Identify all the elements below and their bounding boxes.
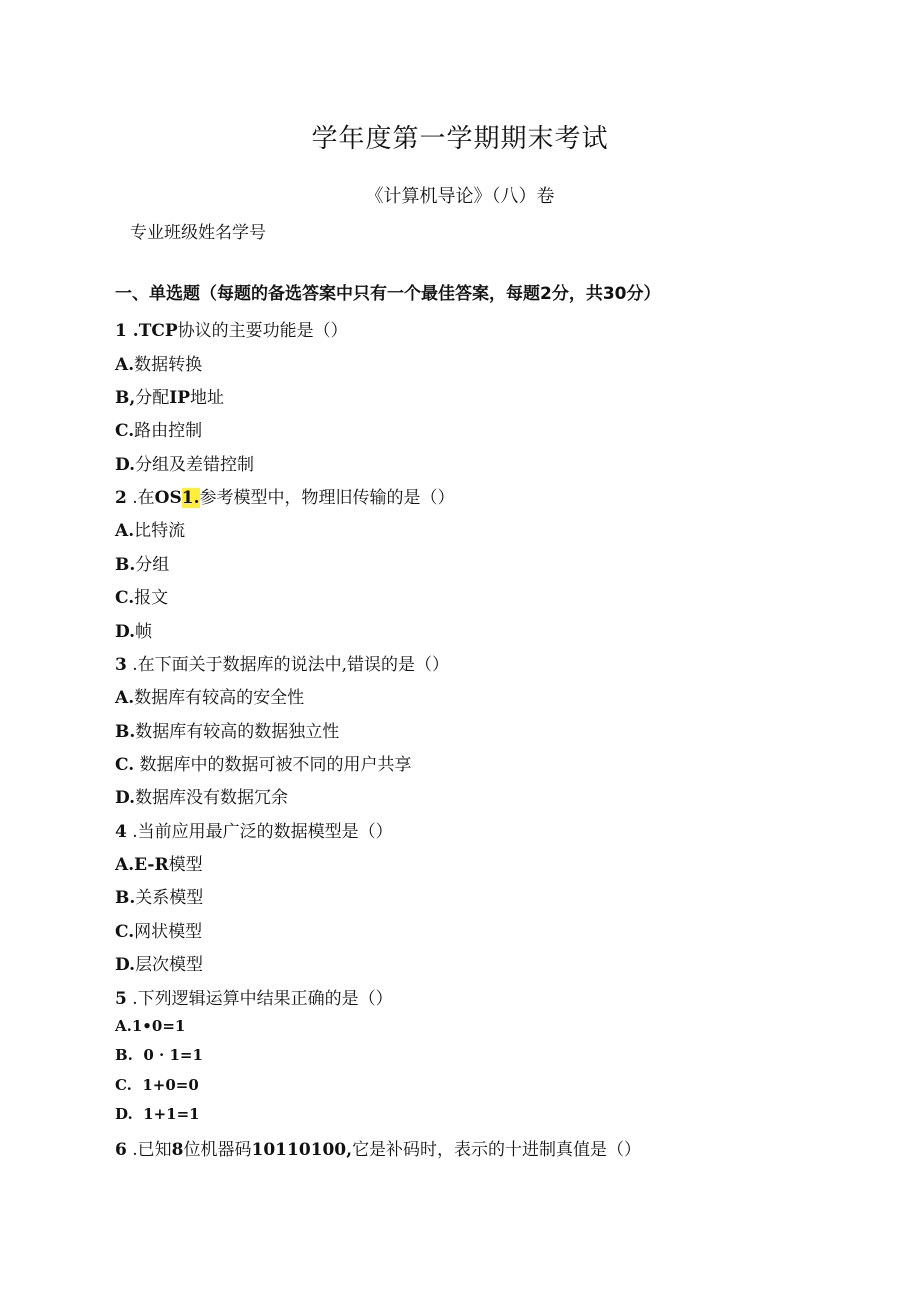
question-6 xyxy=(115,1135,641,1160)
option-5b xyxy=(115,1046,203,1064)
option-text: 数据库有较高的数据独立性 xyxy=(135,722,340,742)
option-letter: C. xyxy=(115,1076,132,1094)
option-text: 层次模型 xyxy=(135,955,204,975)
option-text: 地址 xyxy=(190,388,225,408)
option-text: 1+0=0 xyxy=(131,1076,199,1094)
question-stem-pre: .在 xyxy=(126,488,155,508)
option-letter: B. xyxy=(115,888,136,908)
option-2c xyxy=(115,583,168,608)
question-number: 1 xyxy=(115,321,127,341)
option-3d xyxy=(115,783,288,808)
option-text: 比特流 xyxy=(134,521,186,541)
option-letter: B. xyxy=(115,555,136,575)
option-4b xyxy=(115,883,203,908)
option-letter: D. xyxy=(115,788,136,808)
option-1a xyxy=(115,350,202,375)
question-4 xyxy=(115,817,393,842)
question-stem-bold-2: 10110100, xyxy=(251,1140,353,1160)
option-2a xyxy=(115,516,185,541)
question-number: 4 xyxy=(115,822,127,842)
option-3a xyxy=(115,683,304,708)
question-1 xyxy=(115,316,348,341)
option-2b xyxy=(115,550,169,575)
option-letter: A. xyxy=(115,855,135,875)
option-letter: C. xyxy=(115,421,135,441)
exam-title: 学年度第一学期期末考试 xyxy=(311,124,609,154)
option-letter: D. xyxy=(115,622,136,642)
option-text: 数据库中的数据可被不同的用户共享 xyxy=(134,755,412,775)
question-stem-bold: TCP xyxy=(138,321,178,341)
question-stem-bold: OS xyxy=(154,488,182,508)
option-4d xyxy=(115,950,203,975)
highlighted-text: 1. xyxy=(181,488,200,508)
option-text: 1+1=1 xyxy=(132,1105,200,1123)
option-text: 分组及差错控制 xyxy=(135,455,255,475)
option-3c xyxy=(115,750,412,775)
option-text: 数据库没有数据冗余 xyxy=(135,788,289,808)
option-letter: B. xyxy=(115,1046,133,1064)
option-letter: C. xyxy=(115,755,135,775)
option-1c xyxy=(115,416,202,441)
question-stem-pre: . xyxy=(126,321,139,341)
option-letter: C. xyxy=(115,922,135,942)
option-text-pre: 分配 xyxy=(135,388,170,408)
question-stem-mid: 位机器码 xyxy=(183,1140,252,1160)
option-5c xyxy=(115,1076,199,1094)
option-text: 网状模型 xyxy=(134,922,203,942)
option-4a xyxy=(115,850,203,875)
option-letter: A. xyxy=(115,1017,132,1035)
question-5 xyxy=(115,984,393,1009)
option-letter: C. xyxy=(115,588,135,608)
question-number: 3 xyxy=(115,655,127,675)
question-stem-pre: .已知 xyxy=(126,1140,172,1160)
section-heading: 一、单选题（每题的备选答案中只有一个最佳答案，每题2分，共30分） xyxy=(115,284,661,304)
option-letter: D. xyxy=(115,455,136,475)
option-letter: A. xyxy=(115,521,135,541)
option-letter: D. xyxy=(115,1105,133,1123)
option-letter: D. xyxy=(115,955,136,975)
option-text: 分组 xyxy=(135,555,170,575)
option-text: 数据转换 xyxy=(134,355,203,375)
question-stem: 它是补码时，表示的十进制真值是（） xyxy=(352,1140,642,1160)
question-stem-bold: 8 xyxy=(171,1140,184,1160)
option-text: 帧 xyxy=(135,622,153,642)
question-2 xyxy=(115,483,455,508)
option-3b xyxy=(115,717,339,742)
option-1b xyxy=(115,383,224,408)
option-letter: A. xyxy=(115,688,135,708)
question-stem: 参考模型中，物理旧传输的是（） xyxy=(199,488,455,508)
option-text: 路由控制 xyxy=(134,421,203,441)
option-4c xyxy=(115,917,202,942)
option-text: 1•0=1 xyxy=(131,1017,186,1035)
question-number: 2 xyxy=(115,488,127,508)
question-3 xyxy=(115,650,449,675)
option-letter: B, xyxy=(115,388,136,408)
option-text-bold: E-R xyxy=(134,855,169,875)
student-info-line: 专业班级姓名学号 xyxy=(130,223,266,243)
option-5d xyxy=(115,1105,200,1123)
option-letter: A. xyxy=(115,355,135,375)
option-text: 关系模型 xyxy=(135,888,204,908)
question-stem: 协议的主要功能是（） xyxy=(177,321,348,341)
option-text: 数据库有较高的安全性 xyxy=(134,688,305,708)
question-stem: .在下面关于数据库的说法中,错误的是（） xyxy=(126,655,450,675)
option-text: 报文 xyxy=(134,588,169,608)
question-number: 6 xyxy=(115,1140,127,1160)
exam-subtitle: 《计算机导论》（八）卷 xyxy=(365,186,555,207)
option-text: 模型 xyxy=(168,855,203,875)
option-letter: B. xyxy=(115,722,136,742)
question-number: 5 xyxy=(115,989,127,1009)
option-2d xyxy=(115,617,152,642)
question-stem: .当前应用最广泛的数据模型是（） xyxy=(126,822,393,842)
question-stem: .下列逻辑运算中结果正确的是（） xyxy=(126,989,393,1009)
option-text-bold: IP xyxy=(169,388,191,408)
option-5a xyxy=(115,1017,185,1035)
option-text: 0 · 1=1 xyxy=(132,1046,203,1064)
option-1d xyxy=(115,450,254,475)
